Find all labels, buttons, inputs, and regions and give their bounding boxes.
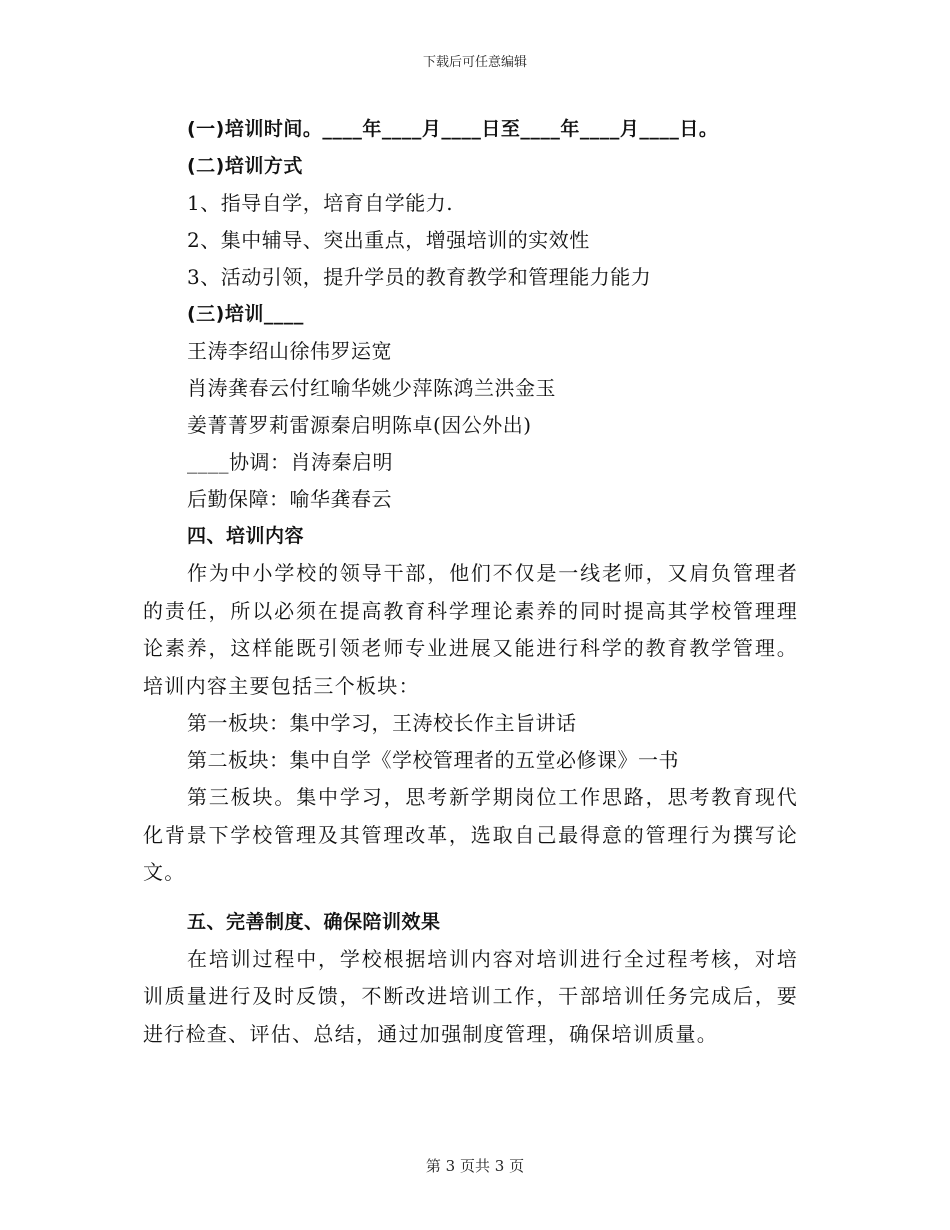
section-5-heading: 五、完善制度、确保陪训效果 bbox=[187, 910, 441, 933]
staff-line: 王涛李绍山徐伟罗运宽 bbox=[187, 339, 392, 363]
method-item: 2、集中辅导、突出重点，增强培训的实效性 bbox=[187, 228, 590, 252]
training-staff-heading: (三)培训____ bbox=[187, 303, 304, 325]
block-item: 第一板块：集中学习，王涛校长作主旨讲话 bbox=[187, 711, 577, 735]
document-body bbox=[143, 111, 798, 1053]
staff-line: ____协调：肖涛秦启明 bbox=[187, 450, 393, 474]
page-footer: 第 3 页共 3 页 bbox=[425, 1157, 525, 1175]
staff-line: 肖涛龚春云付红喻华姚少萍陈鸿兰洪金玉 bbox=[187, 376, 556, 400]
block-item: 第二板块：集中自学《学校管理者的五堂必修课》一书 bbox=[187, 748, 679, 772]
training-method-heading: (二)培训方式 bbox=[187, 155, 303, 177]
training-time-heading: (一)培训时间。____年____月____日至____年____月____日。 bbox=[187, 118, 719, 140]
page-header: 下载后可任意编辑 bbox=[422, 55, 527, 70]
method-item: 3、活动引领，提升学员的教育教学和管理能力能力 bbox=[187, 265, 652, 289]
staff-line: 后勤保障：喻华龚春云 bbox=[187, 487, 392, 511]
section-4-intro-paragraph: 作为中小学校的领导干部，他们不仅是一线老师，又肩负管理者的责任，所以必须在提高教育科学理论素养的同时提高其学校管理理论素养，这样能既引领老师专业进展又能进行科学的教育教学管理。培训内容主要包括三个板块： bbox=[143, 561, 798, 698]
method-item: 1、指导自学，培育自学能力. bbox=[187, 191, 454, 215]
staff-line: 姜菁菁罗莉雷源秦启明陈卓(因公外出) bbox=[187, 413, 532, 437]
block-3-paragraph: 第三板块。集中学习，思考新学期岗位工作思路，思考教育现代化背景下学校管理及其管理改革，选取自己最得意的管理行为撰写论文。 bbox=[143, 785, 798, 884]
section-4-heading: 四、培训内容 bbox=[187, 525, 305, 547]
section-5-paragraph: 在培训过程中，学校根据培训内容对培训进行全过程考核，对培训质量进行及时反馈，不断改进培训工作，干部培训任务完成后，要进行检查、评估、总结，通过加强制度管理，确保培训质量。 bbox=[143, 946, 798, 1046]
